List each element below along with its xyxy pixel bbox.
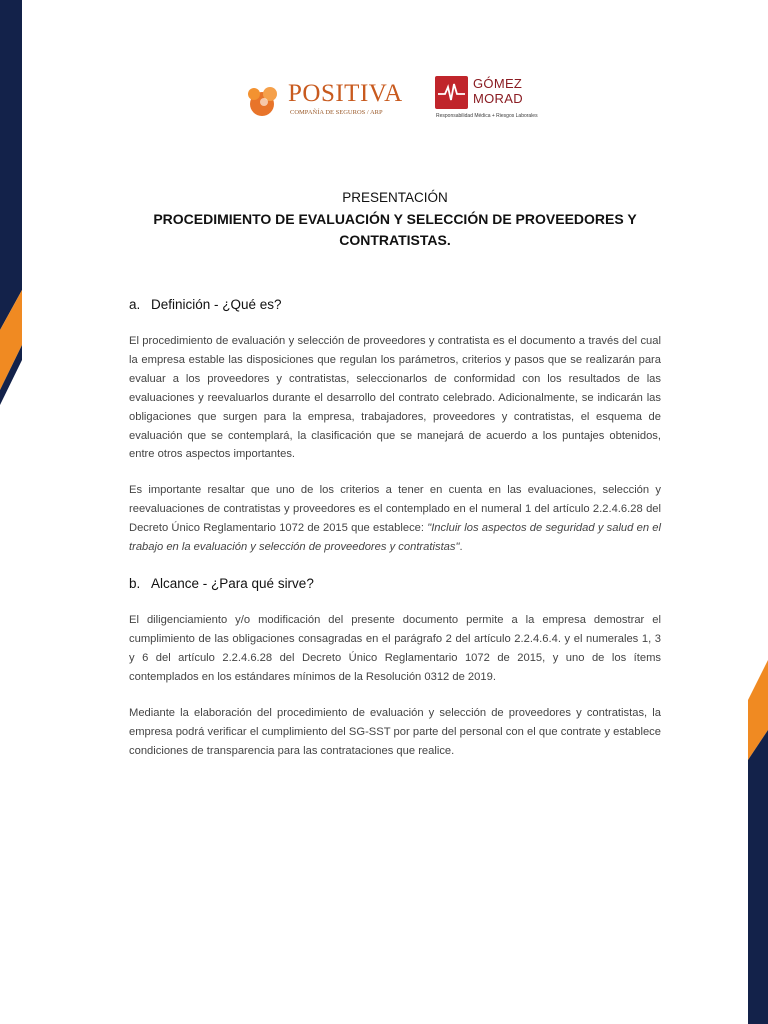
document-title: [129, 209, 661, 251]
header-logos: [0, 74, 768, 124]
section-b-letter: b.: [129, 576, 141, 591]
section-a-letter: a.: [129, 297, 141, 312]
gomez-morad-logo: [435, 74, 545, 122]
section-b-paragraph-2: Mediante la elaboración del procedimiento de evaluación y selección de proveedores y contratistas, la empresa podrá verificar el cumplimiento del SG-SST por parte del personal con el que contrate y establece condiciones de transparencia para las contrataciones que realice.: [129, 707, 661, 757]
section-a-title: Definición - ¿Qué es?: [151, 297, 282, 312]
section-b-heading: [129, 575, 314, 593]
section-a-heading: [129, 296, 282, 314]
left-edge-decoration: [0, 0, 30, 1024]
positiva-flower-icon: [244, 82, 284, 122]
right-edge-decoration: [738, 0, 768, 1024]
paragraph-2-quote: "Incluir los aspectos de seguridad y salud en el trabajo en la evaluación y selección de proveedores y contratistas": [129, 521, 661, 553]
title-line1: PROCEDIMIENTO DE EVALUACIÓN Y SELECCIÓN DE PROVEEDORES Y: [153, 211, 637, 227]
gomez-morad-tagline: Responsabilidad Médica + Riesgos Laborales: [436, 113, 538, 119]
paragraph-2-text: Es importante resaltar que uno de los criterios a tener en cuenta en las evaluaciones, selección y reevaluaciones de contratistas y proveedores es el contemplado en el numeral 1 del artículo 2.2.4.6.28 del Decreto Único Reglamentario 1072 de 2015 que establece:: [129, 484, 661, 534]
section-b-title: Alcance - ¿Para qué sirve?: [151, 576, 314, 591]
heartbeat-icon: [435, 76, 468, 109]
gomez-name-line2: MORAD: [473, 91, 523, 106]
document-body: [129, 189, 661, 757]
section-a-paragraph-2: [129, 481, 661, 557]
title-line2: CONTRATISTAS.: [339, 232, 451, 248]
section-a-paragraph-1: El procedimiento de evaluación y selección de proveedores y contratista es el documento a través del cual la empresa estable las disposiciones que regulan los parámetros, criterios y pasos que se realizarán para evaluar a los proveedores y contratistas, seleccionarlos de conformidad con los resultados de las evaluaciones y reevaluarlos durante el desarrollo del contrato celebrado. Adicionalmente, se indicarán las obligaciones que surgen para la empresa, trabajadores, proveedores y contratistas, el esquema de evaluación que se contemplará, la clasificación que se manejará de acuerdo a los puntajes obtenidos, entre otros aspectos importantes.: [129, 335, 661, 461]
gomez-morad-wordmark: [473, 76, 523, 106]
presentation-label: PRESENTACIÓN: [342, 190, 448, 205]
positiva-subtitle: COMPAÑÍA DE SEGUROS / ARP: [290, 109, 383, 116]
paragraph-2-end: .: [459, 540, 463, 553]
positiva-wordmark: POSITIVA: [288, 80, 403, 107]
section-b-paragraph-1: El diligenciamiento y/o modificación del presente documento permite a la empresa demostrar el cumplimiento de las obligaciones consagradas en el parágrafo 2 del artículo 2.2.4.6.4. y el numerales 1, 3 y 6 del artículo 2.2.4.6.28 del Decreto Único Reglamentario 1072 de 2015, y uno de los ítems contemplados en los estándares mínimos de la Resolución 0312 de 2019.: [129, 614, 661, 683]
positiva-logo: [244, 78, 404, 122]
gomez-name-line1: GÓMEZ: [473, 76, 523, 91]
